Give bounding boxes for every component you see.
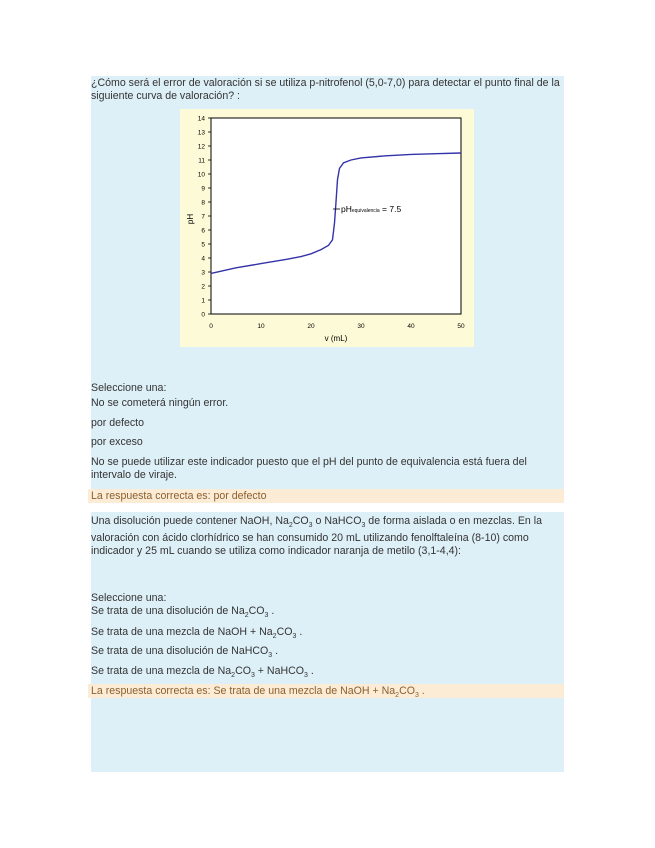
- q1-option-2[interactable]: por defecto: [91, 417, 145, 429]
- y-tick-label: 5: [201, 241, 205, 249]
- y-tick-label: 3: [201, 269, 205, 277]
- q2-option-2[interactable]: Se trata de una mezcla de NaOH + $Na_2CO_3$ .: [91, 626, 303, 641]
- question-2-text: Una disolución puede contener NaOH, $Na_2CO_3$ o NaHCO$_3$ de forma aislada o en mezclas. En la valoración con ácido clorhídrico se han consumido 20 mL utilizando fenolftaleína (8-10) como indicador y 25 mL cuando se utiliza como indicador naranja de metilo (3,1-4,4):: [91, 515, 543, 558]
- y-tick-label: 10: [197, 171, 205, 179]
- q1-option-4[interactable]: No se puede utilizar este indicador puesto que el pH del punto de equivalencia está fuera del intervalo de viraje.: [91, 456, 527, 481]
- x-tick-label: 20: [307, 323, 315, 330]
- y-tick-label: 1: [201, 297, 205, 305]
- y-tick-label: 7: [201, 213, 205, 221]
- x-tick-label: 40: [407, 323, 415, 330]
- x-tick-label: 50: [457, 323, 465, 330]
- annotation-value: = 7.5: [379, 204, 402, 214]
- q2-correct-answer: La respuesta correcta es: Se trata de una mezcla de NaOH + $Na_2CO_3$ .: [88, 684, 564, 698]
- question-1-select-label: Seleccione una:: [91, 382, 167, 394]
- y-tick-label: 12: [197, 143, 205, 151]
- y-tick-label: 8: [201, 199, 205, 207]
- y-tick-label: 13: [197, 129, 205, 137]
- annotation-sub: equivalencia: [351, 208, 380, 214]
- x-tick-label: 0: [209, 323, 213, 330]
- annotation-ph: pH: [341, 204, 352, 214]
- y-tick-label: 4: [201, 255, 205, 263]
- y-tick-label: 2: [201, 283, 205, 291]
- q2-option-1[interactable]: Se trata de una disolución de $Na_2CO_3$ .: [91, 605, 275, 620]
- x-axis-label: v (mL): [324, 334, 348, 343]
- y-tick-label: 9: [201, 185, 205, 193]
- y-tick-label: 6: [201, 227, 205, 235]
- q1-correct-answer: La respuesta correcta es: por defecto: [88, 489, 564, 503]
- question-2-select-label: Seleccione una:: [91, 592, 167, 604]
- y-tick-label: 0: [201, 311, 205, 319]
- q1-option-3[interactable]: por exceso: [91, 436, 143, 448]
- y-tick-label: 14: [197, 115, 205, 123]
- q2-option-4[interactable]: Se trata de una mezcla de $Na_2CO_3$ + NaHCO$_3$ .: [91, 665, 314, 680]
- x-tick-label: 30: [357, 323, 365, 330]
- y-axis-label: pH: [186, 213, 195, 225]
- y-tick-label: 11: [198, 157, 205, 165]
- q2-option-3[interactable]: Se trata de una disolución de NaHCO$_3$ .: [91, 645, 279, 660]
- x-tick-label: 10: [257, 323, 265, 330]
- question-1-text: ¿Cómo será el error de valoración si se utiliza p-nitrofenol (5,0-7,0) para detectar el punto final de la siguiente curva de valoración? :: [91, 77, 560, 102]
- q1-option-1[interactable]: No se cometerá ningún error.: [91, 397, 229, 409]
- plot-area: [211, 118, 461, 314]
